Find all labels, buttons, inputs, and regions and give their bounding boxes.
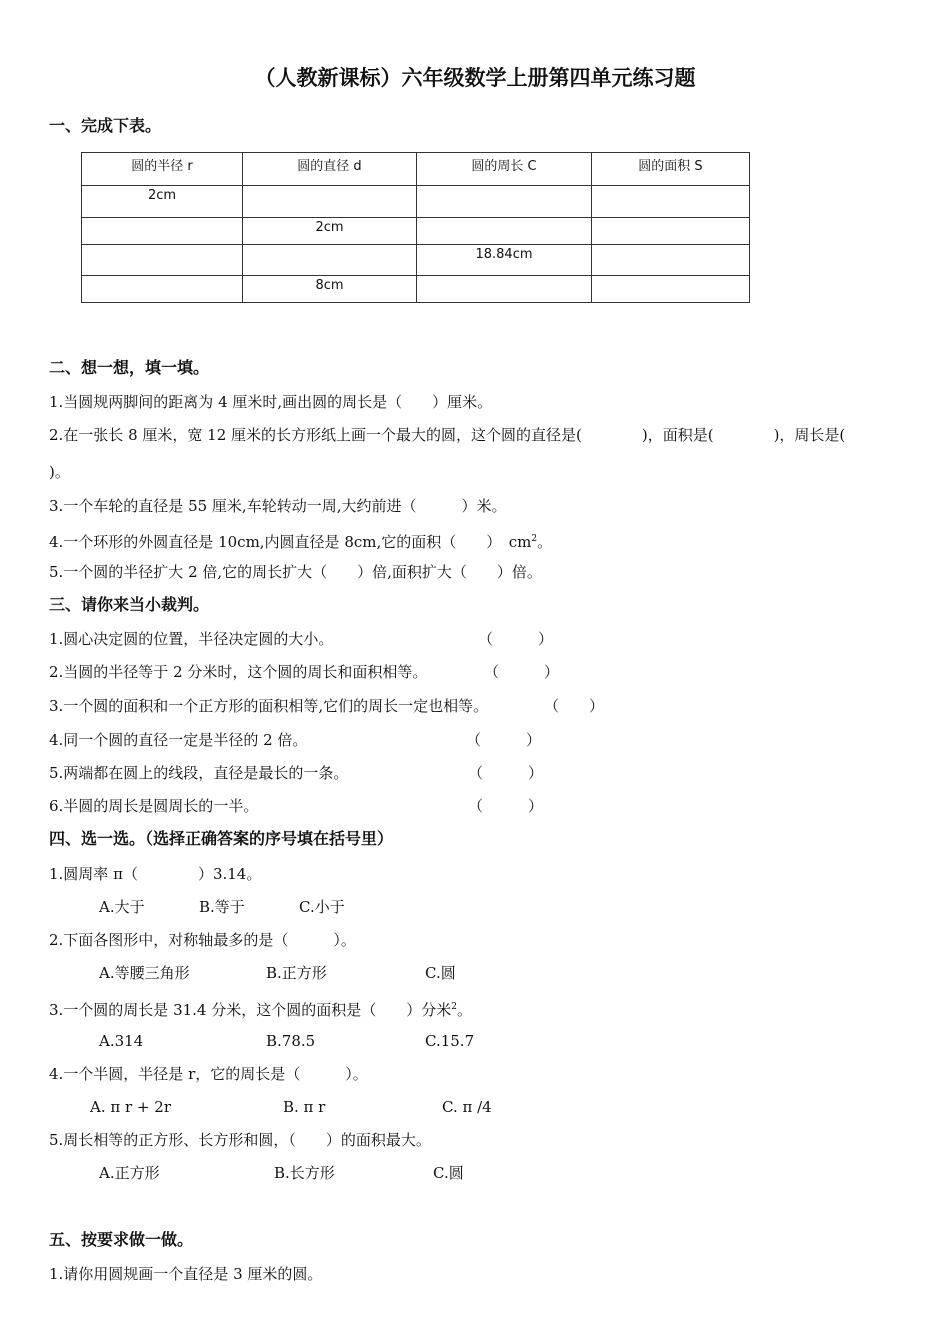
choice-option[interactable]: B. π r [283, 1098, 326, 1116]
table-row [82, 218, 750, 245]
choice-option[interactable]: C.圆 [433, 1164, 464, 1182]
fill-question-2-cont: )。 [49, 463, 70, 481]
choice-option[interactable]: C. π /4 [442, 1098, 492, 1116]
fill-question-4: 4.一个环形的外圆直径是 10cm,内圆直径是 8cm,它的面积（ ） $cm^2$。 [49, 533, 553, 551]
table-cell[interactable] [243, 245, 417, 276]
answer-paren[interactable]: （ ） [468, 797, 544, 815]
fill-question-3: 3.一个车轮的直径是 55 厘米,车轮转动一周,大约前进（ ）米。 [49, 497, 507, 515]
answer-paren[interactable]: （ ） [466, 731, 542, 749]
choice-option[interactable]: B.等于 [199, 898, 245, 916]
choice-option[interactable]: B.正方形 [266, 964, 327, 982]
choice-question-3: 3.一个圆的周长是 31.4 分米，这个圆的面积是（ ）分米$^2$。 [49, 1001, 472, 1019]
table-cell[interactable] [82, 276, 243, 303]
table-cell[interactable] [82, 245, 243, 276]
judge-question-2: 2.当圆的半径等于 2 分米时，这个圆的周长和面积相等。 [49, 663, 428, 681]
choice-question-1: 1.圆周率 π（ ）3.14。 [49, 865, 262, 883]
table-header-cell: 圆的周长 C [417, 153, 592, 186]
table-header-cell: 圆的半径 r [82, 153, 243, 186]
table-cell[interactable] [417, 276, 592, 303]
fill-question-2: 2.在一张长 8 厘米，宽 12 厘米的长方形纸上画一个最大的圆，这个圆的直径是( )，面积是( )，周长是( [49, 426, 846, 444]
section-3-heading: 三、请你来当小裁判。 [49, 595, 210, 614]
table-cell[interactable]: 2cm [243, 218, 417, 245]
answer-paren[interactable]: （ ） [484, 663, 560, 681]
table-cell[interactable] [592, 218, 750, 245]
table-header-cell: 圆的直径 d [243, 153, 417, 186]
choice-option[interactable]: A.等腰三角形 [99, 964, 190, 982]
table-cell[interactable] [592, 276, 750, 303]
page-title: （人教新课标）六年级数学上册第四单元练习题 [254, 66, 696, 90]
answer-paren[interactable]: （ ） [468, 764, 544, 782]
judge-question-6: 6.半圆的周长是圆周长的一半。 [49, 797, 259, 815]
table-cell[interactable]: 8cm [243, 276, 417, 303]
table-cell[interactable] [243, 186, 417, 218]
table-row [82, 276, 750, 303]
judge-question-3: 3.一个圆的面积和一个正方形的面积相等,它们的周长一定也相等。 [49, 697, 489, 715]
table-cell[interactable] [417, 186, 592, 218]
fill-question-1: 1.当圆规两脚间的距离为 4 厘米时,画出圆的周长是（ ）厘米。 [49, 393, 493, 411]
table-cell[interactable] [417, 218, 592, 245]
section-2-heading: 二、想一想，填一填。 [49, 358, 210, 377]
table-cell[interactable] [592, 186, 750, 218]
choice-question-5: 5.周长相等的正方形、长方形和圆，（ ）的面积最大。 [49, 1131, 431, 1149]
table-header-cell: 圆的面积 S [592, 153, 750, 186]
choice-option[interactable]: A.正方形 [99, 1164, 160, 1182]
fill-question-5: 5.一个圆的半径扩大 2 倍,它的周长扩大（ ）倍,面积扩大（ ）倍。 [49, 563, 542, 581]
table-cell[interactable]: 18.84cm [417, 245, 592, 276]
judge-question-5: 5.两端都在圆上的线段，直径是最长的一条。 [49, 764, 349, 782]
choice-option[interactable]: A.314 [99, 1032, 144, 1050]
choice-question-2: 2.下面各图形中，对称轴最多的是（ ）。 [49, 931, 356, 949]
choice-option[interactable]: C.小于 [299, 898, 345, 916]
choice-option[interactable]: C.圆 [425, 964, 456, 982]
choice-option[interactable]: B.78.5 [266, 1032, 316, 1050]
choice-question-4: 4.一个半圆，半径是 r，它的周长是（ ）。 [49, 1065, 368, 1083]
table-row [82, 245, 750, 276]
choice-option[interactable]: A. π r + 2r [90, 1098, 171, 1116]
table-cell[interactable] [82, 218, 243, 245]
circle-table [81, 152, 750, 303]
task-question-1: 1.请你用圆规画一个直径是 3 厘米的圆。 [49, 1265, 323, 1283]
section-4-heading: 四、选一选。（选择正确答案的序号填在括号里） [49, 829, 394, 848]
judge-question-1: 1.圆心决定圆的位置，半径决定圆的大小。 [49, 630, 334, 648]
table-cell[interactable]: 2cm [82, 186, 243, 218]
answer-paren[interactable]: （ ） [478, 630, 554, 648]
judge-question-4: 4.同一个圆的直径一定是半径的 2 倍。 [49, 731, 308, 749]
table-cell[interactable] [592, 245, 750, 276]
section-5-heading: 五、按要求做一做。 [49, 1230, 194, 1249]
table-header-row [82, 153, 750, 186]
choice-option[interactable]: A.大于 [99, 898, 145, 916]
section-1-heading: 一、完成下表。 [49, 116, 162, 135]
choice-option[interactable]: C.15.7 [425, 1032, 475, 1050]
choice-option[interactable]: B.长方形 [274, 1164, 335, 1182]
table-row [82, 186, 750, 218]
answer-paren[interactable]: （ ） [544, 697, 605, 715]
